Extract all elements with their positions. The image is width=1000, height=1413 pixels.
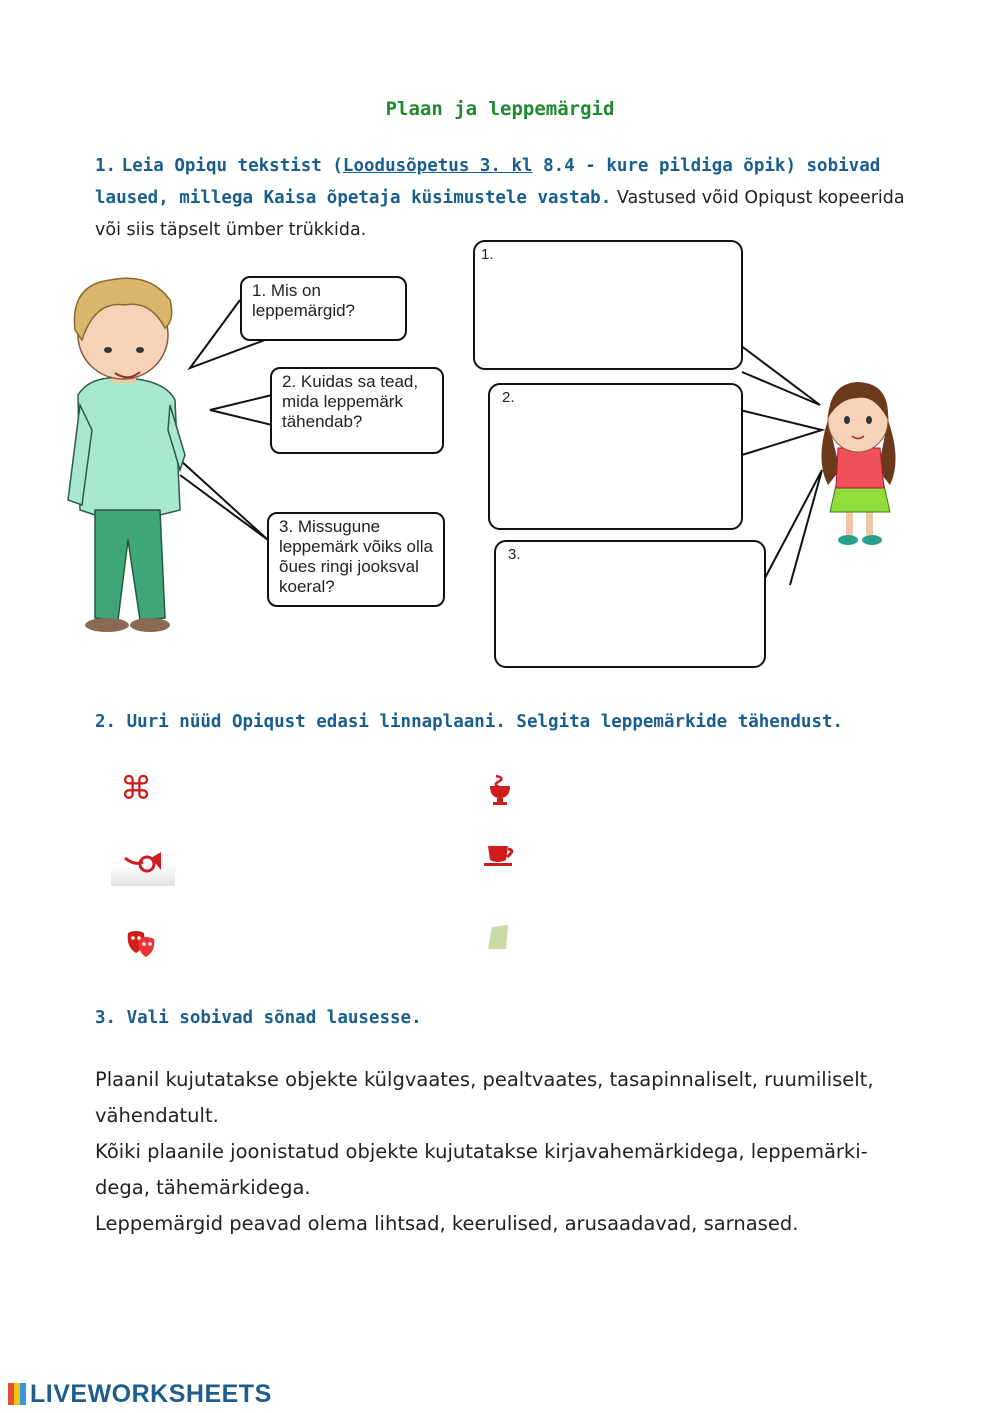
task1-bold-a: Leia Opiqu tekstist (: [121, 156, 343, 176]
task1-bold-b: 8.4 - kure pildiga õpik) sobivad laused, millega Kaisa õpetaja küsimustele vastab.: [95, 156, 881, 208]
park-area-icon: [466, 910, 530, 960]
park-area-svg: [478, 915, 518, 955]
page-title: Plaan ja leppemärgid: [385, 98, 615, 120]
task1-number: 1.: [95, 156, 117, 176]
command-symbol-icon: [104, 763, 168, 813]
bubble-tail-2: [210, 395, 272, 425]
fill-in-paragraph: [95, 1062, 925, 1242]
question-bubble-2: 2. Kuidas sa tead, mida leppemärk tähendab?: [270, 367, 444, 454]
answer-box-1[interactable]: 1.: [473, 240, 743, 370]
answer-tail-1: [740, 345, 820, 405]
task1-normal: Vastused võid Opiqust kopeerida või siis täpselt ümber trükkida.: [95, 188, 905, 240]
command-glyph: ⌘: [120, 769, 152, 807]
answer-tail-2: [740, 410, 822, 455]
logo-blocks-icon: [8, 1383, 26, 1405]
textbook-link[interactable]: Loodusõpetus 3. kl: [342, 156, 533, 176]
task3-heading: 3. Vali sobivad sõnad lausesse.: [95, 1008, 422, 1028]
theatre-masks-svg: [120, 925, 160, 961]
girl-figure: [822, 382, 896, 545]
sentence-1: Plaanil kujutatakse objekte külgvaates, pealtvaates, tasapinnaliselt, ruumiliselt, vähendatult.: [95, 1068, 874, 1127]
answer-box-2[interactable]: 2.: [488, 383, 743, 530]
sentence-2: Kõiki plaanile joonistatud objekte kujutatakse kirjavahemärkidega, leppemärki- dega, tähemärkidega.: [95, 1140, 868, 1199]
liveworksheets-logo: [8, 1380, 272, 1409]
question-bubble-1: 1. Mis on leppemärgid?: [240, 276, 407, 341]
theatre-masks-icon: [108, 918, 172, 968]
bubble-tail-3: [180, 460, 268, 540]
pharmacy-icon: [468, 763, 532, 813]
post-horn-icon: [111, 840, 175, 886]
pharmacy-bowl-svg: [480, 768, 520, 808]
sentence-3: Leppemärgid peavad olema lihtsad, keerulised, arusaadavad, sarnased.: [95, 1212, 799, 1235]
post-horn-svg: [121, 848, 165, 878]
answer-box-3[interactable]: 3.: [494, 540, 766, 668]
answer-tail-3: [765, 470, 822, 585]
footer-text: LIVEWORKSHEETS: [30, 1380, 272, 1408]
question-bubble-3: 3. Missugune leppemärk võiks olla õues ringi jooksval koeral?: [267, 512, 445, 607]
boy-figure: [68, 278, 185, 632]
cafe-cup-icon: [468, 830, 532, 880]
task2-heading: 2. Uuri nüüd Opiqust edasi linnaplaani. Selgita leppemärkide tähendust.: [95, 712, 844, 732]
cafe-cup-svg: [480, 838, 520, 872]
